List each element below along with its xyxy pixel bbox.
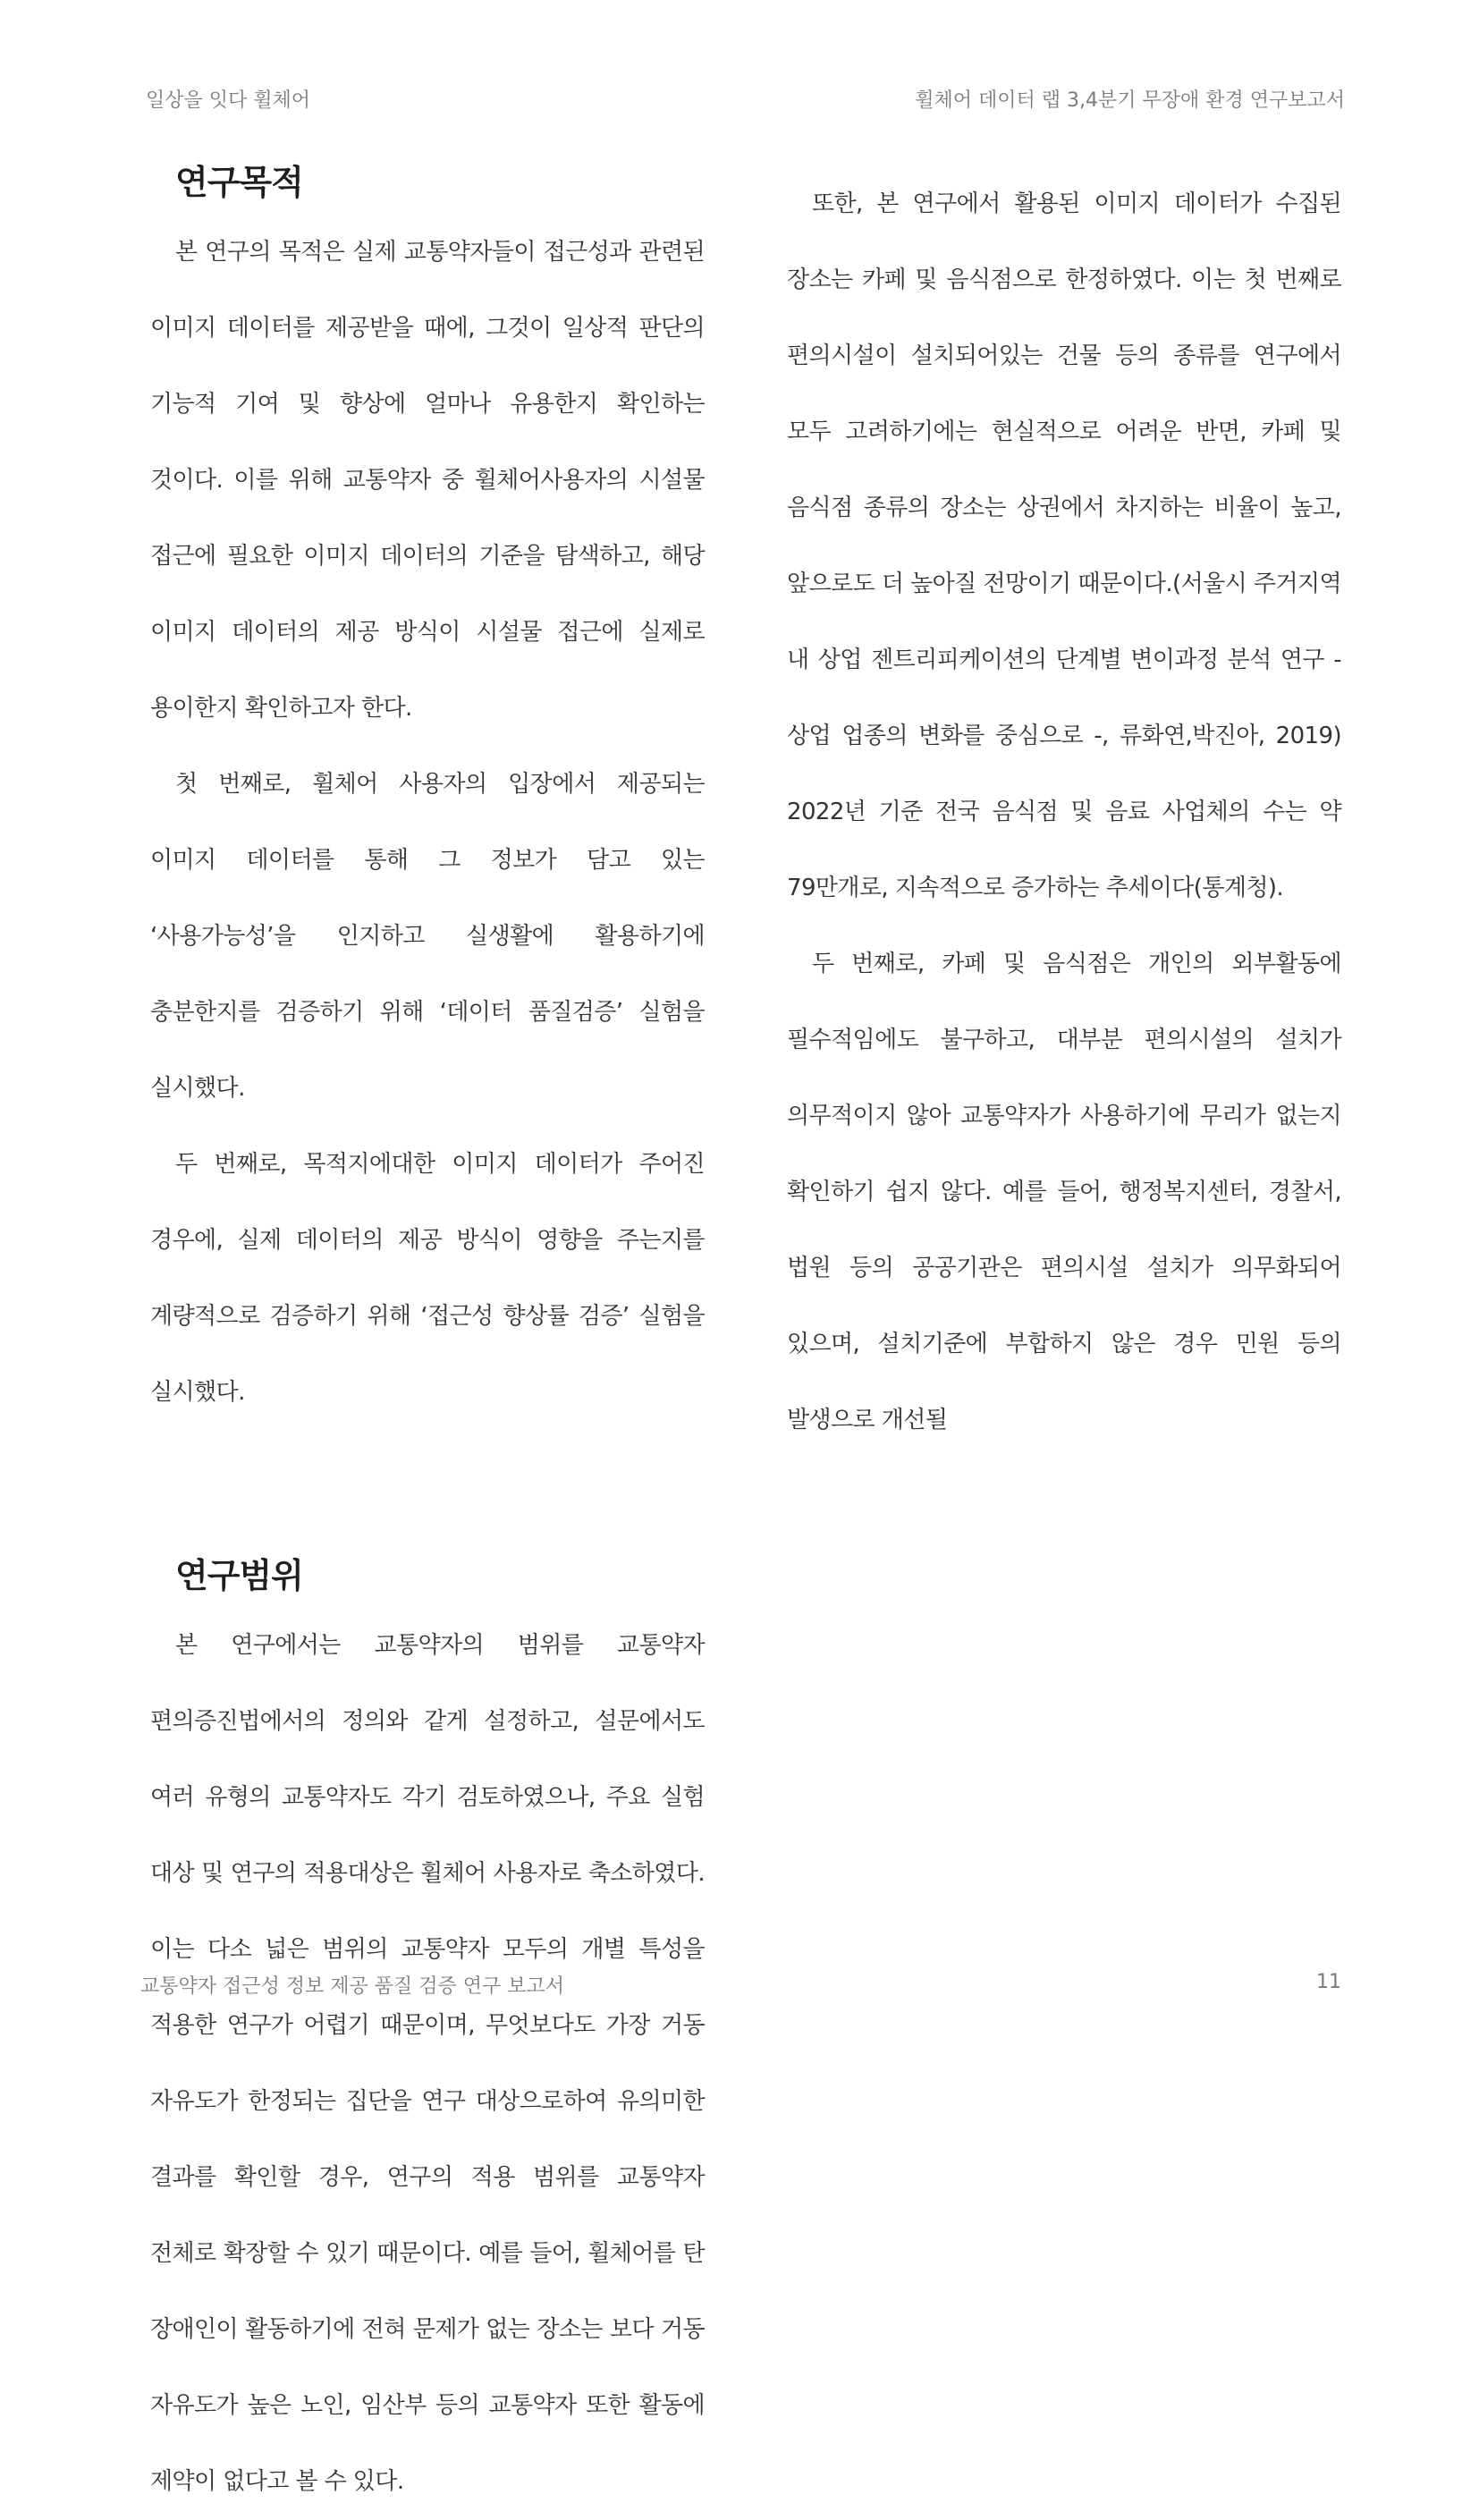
running-header-right: 휠체어 데이터 랩 3,4분기 무장애 환경 연구보고서 [915, 89, 1345, 112]
purpose-paragraph-2: 첫 번째로, 휠체어 사용자의 입장에서 제공되는 이미지 데이터를 통해 그 정보가 담고 있는 ‘사용가능성’을 인지하고 실생활에 활용하기에 충분한지를 검증하기 위해 ‘데이터 품질검증’ 실험을 실시했다. [150, 771, 705, 1102]
purpose-paragraph-3: 두 번째로, 목적지에대한 이미지 데이터가 주어진 경우에, 실제 데이터의 제공 방식이 영향을 주는지를 계량적으로 검증하기 위해 ‘접근성 향상률 검증’ 실험을 실시했다. [150, 1151, 705, 1406]
page-number: 11 [1316, 1971, 1341, 1993]
running-header-left: 일상을 잇다 휠체어 [146, 89, 311, 112]
section-title-research-purpose: 연구목적 [175, 163, 303, 202]
right-column [787, 166, 1341, 1459]
scope-paragraph-2: 또한, 본 연구에서 활용된 이미지 데이터가 수집된 장소는 카페 및 음식점으로 한정하였다. 이는 첫 번째로 편의시설이 설치되어있는 건물 등의 종류를 연구에서 모두 고려하기에는 현실적으로 어려운 반면, 카페 및 음식점 종류의 장소는 상권에서 차지하는 비율이 높고, 앞으로도 더 높아질 전망이기 때문이다.(서울시 주거지역 내 상업 젠트리피케이션의 단계별 변이과정 분석 연구 - 상업 업종의 변화를 중심으로 -, 류화연,박진아, 2019) 2022년 기준 전국 음식점 및 음료 사업체의 수는 약 79만개로, 지속적으로 증가하는 추세이다(통계청). [787, 190, 1341, 901]
purpose-paragraph-1: 본 연구의 목적은 실제 교통약자들이 접근성과 관련된 이미지 데이터를 제공받을 때에, 그것이 일상적 판단의 기능적 기여 및 향상에 얼마나 유용한지 확인하는 것이다. 이를 위해 교통약자 중 휠체어사용자의 시설물 접근에 필요한 이미지 데이터의 기준을 탐색하고, 해당 이미지 데이터의 제공 방식이 시설물 접근에 실제로 용이한지 확인하고자 한다. [150, 239, 705, 722]
running-footer-title: 교통약자 접근성 정보 제공 품질 검증 연구 보고서 [140, 1975, 564, 1998]
left-column [150, 150, 705, 2520]
scope-paragraph-1: 본 연구에서는 교통약자의 범위를 교통약자 편의증진법에서의 정의와 같게 설정하고, 설문에서도 여러 유형의 교통약자도 각기 검토하였으나, 주요 실험 대상 및 연구의 적용대상은 휠체어 사용자로 축소하였다. 이는 다소 넓은 범위의 교통약자 모두의 개별 특성을 적용한 연구가 어렵기 때문이며, 무엇보다도 가장 거동 자유도가 한정되는 집단을 연구 대상으로하여 유의미한 결과를 확인할 경우, 연구의 적용 범위를 교통약자 전체로 확장할 수 있기 때문이다. 예를 들어, 휠체어를 탄 장애인이 활동하기에 전혀 문제가 없는 장소는 보다 거동 자유도가 높은 노인, 임산부 등의 교통약자 또한 활동에 제약이 없다고 볼 수 있다. [150, 1632, 705, 2495]
section-title-research-scope: 연구범위 [175, 1556, 303, 1595]
scope-paragraph-3: 두 번째로, 카페 및 음식점은 개인의 외부활동에 필수적임에도 불구하고, 대부분 편의시설의 설치가 의무적이지 않아 교통약자가 사용하기에 무리가 없는지 확인하기 쉽지 않다. 예를 들어, 행정복지센터, 경찰서, 법원 등의 공공기관은 편의시설 설치가 의무화되어 있으며, 설치기준에 부합하지 않은 경우 민원 등의 발생으로 개선될 [787, 951, 1341, 1433]
section-spacer [150, 1431, 705, 1543]
